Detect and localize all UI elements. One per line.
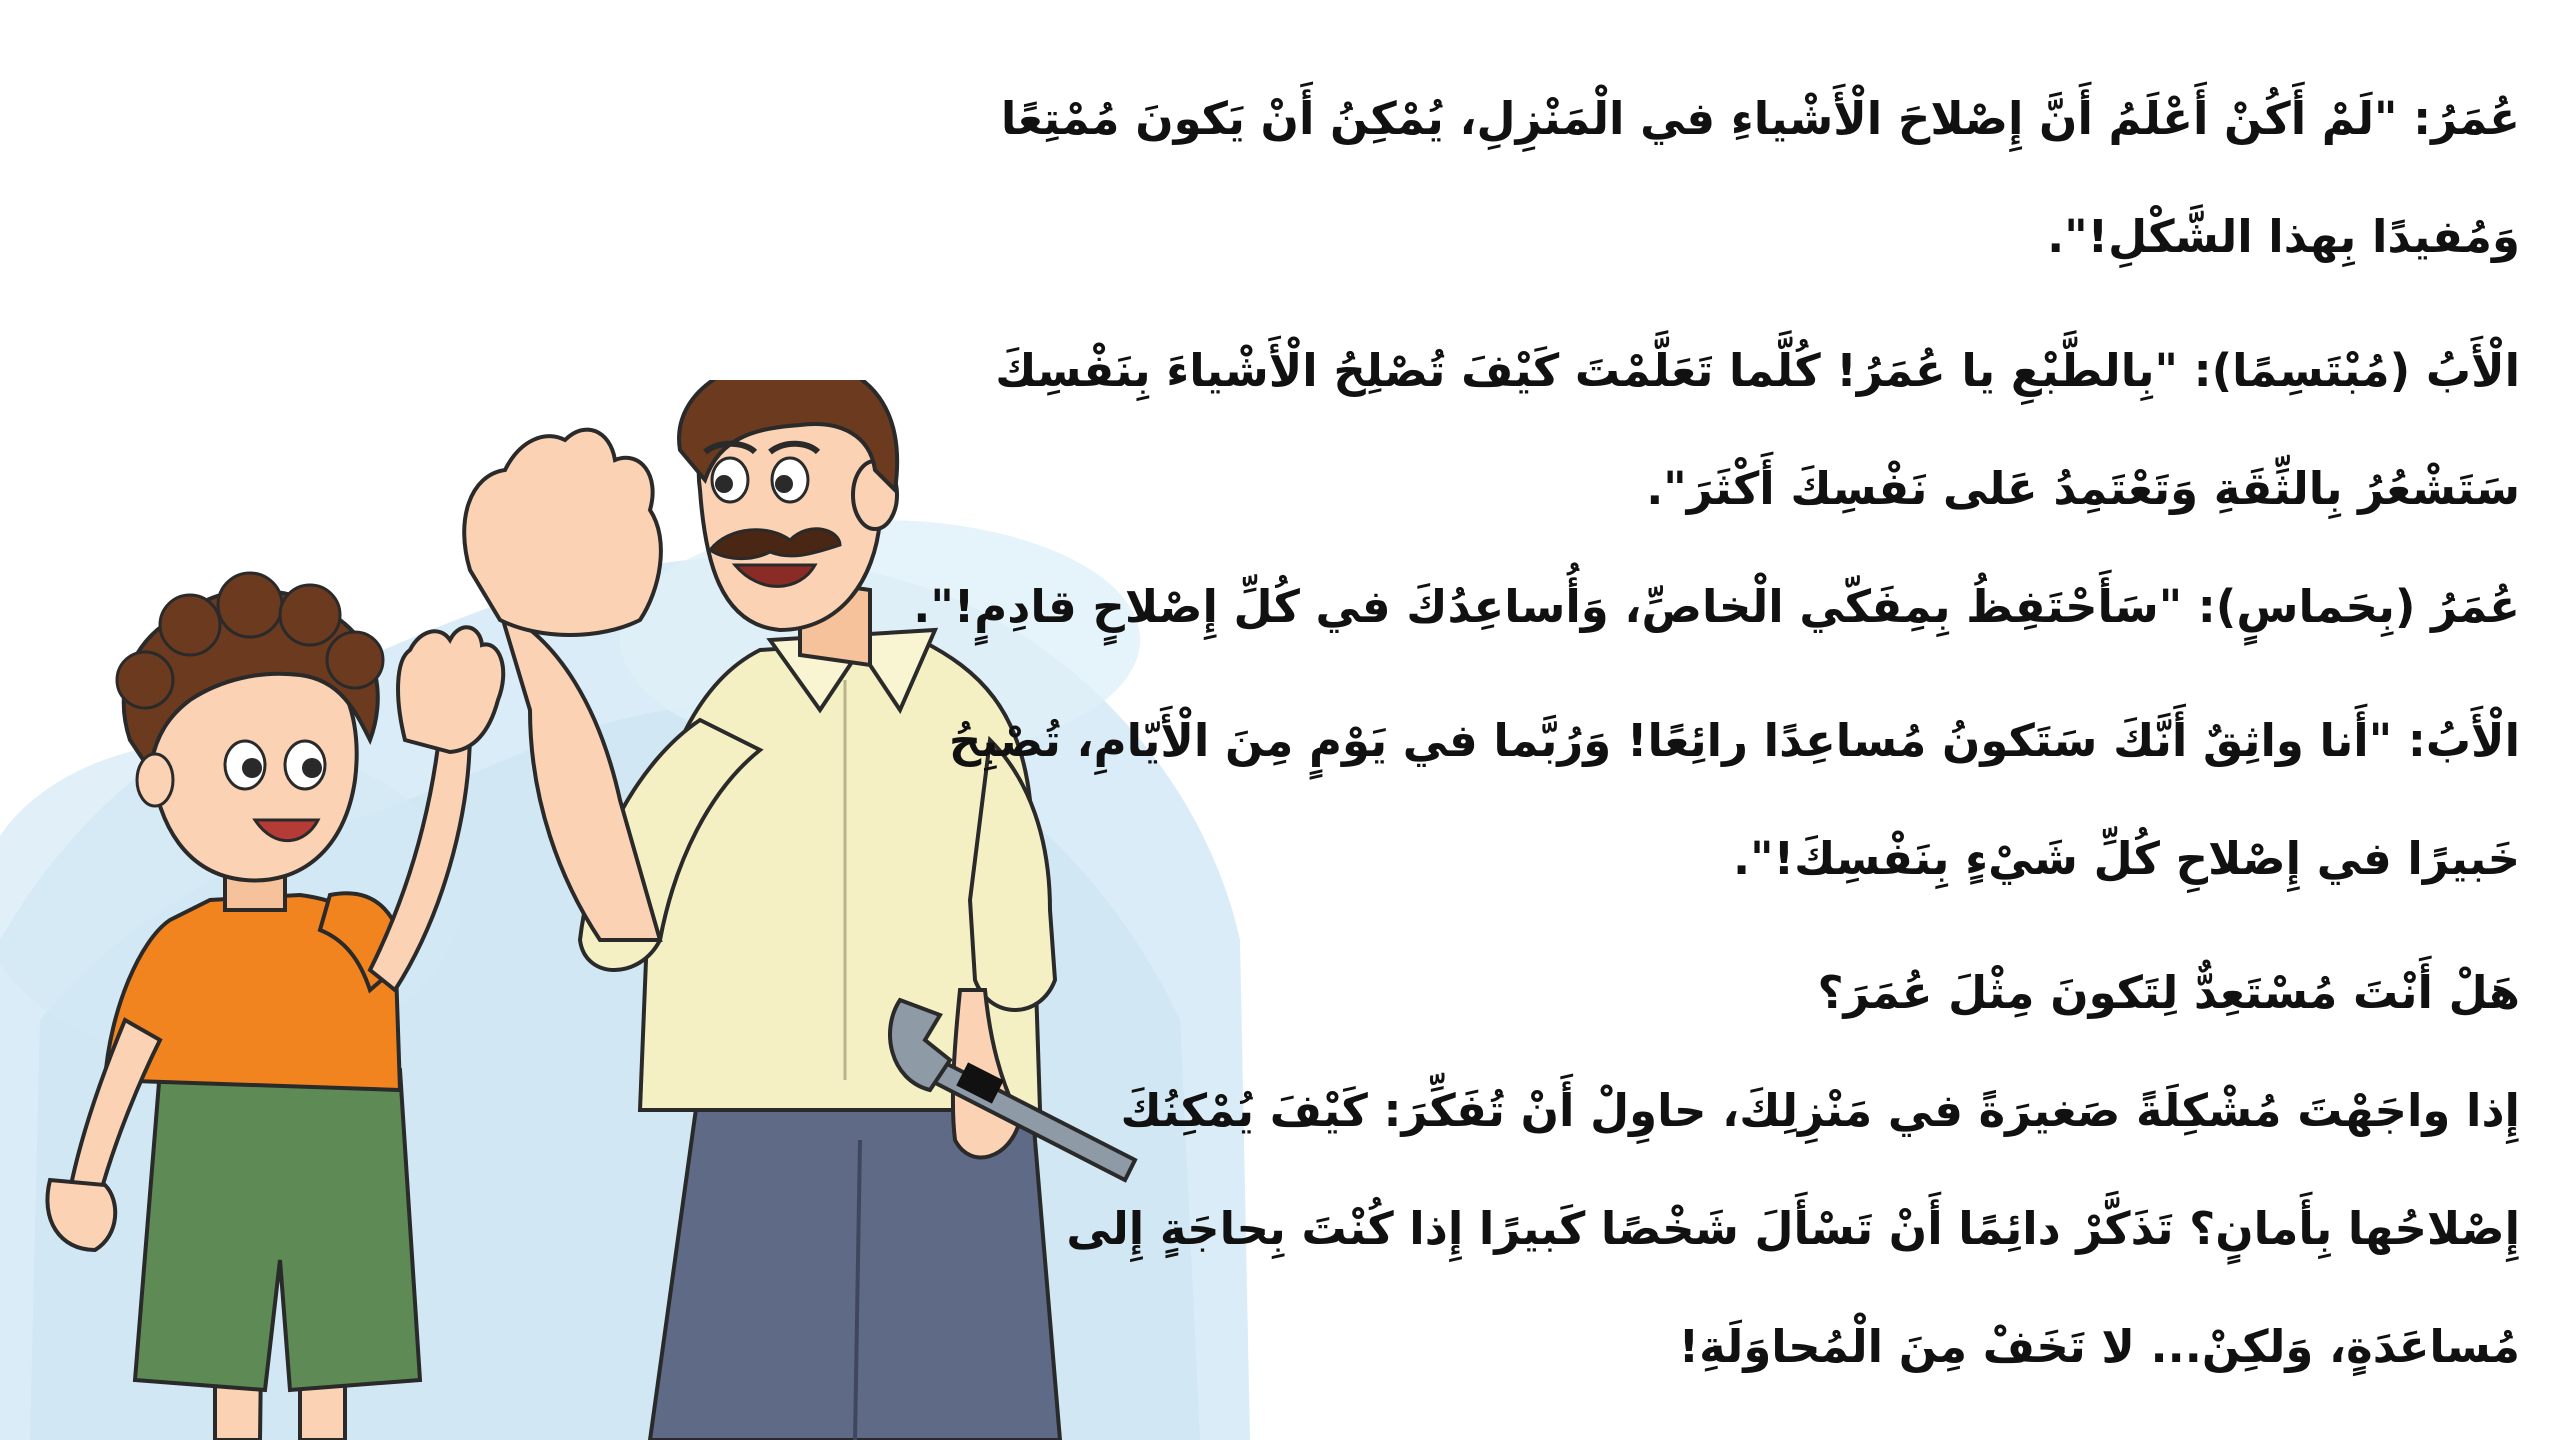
story-line: عُمَرُ: "لَمْ أَكُنْ أَعْلَمُ أَنَّ إِصْلاحَ الْأَشْياءِ في الْمَنْزِلِ، يُمْكِنُ أَنْ يَكونَ مُمْتِعًا [1000, 92, 2520, 145]
story-line: مُساعَدَةٍ، وَلكِنْ... لا تَخَفْ مِنَ الْمُحاوَلَةِ! [1678, 1320, 2520, 1373]
story-line: الْأَبُ (مُبْتَسِمًا): "بِالطَّبْعِ يا عُمَرُ! كُلَّما تَعَلَّمْتَ كَيْفَ تُصْلِحُ الْأَشْياءَ بِنَفْسِكَ [995, 344, 2520, 397]
story-line: عُمَرُ (بِحَماسٍ): "سَأَحْتَفِظُ بِمِفَكّي الْخاصِّ، وَأُساعِدُكَ في كُلِّ إِصْلاحٍ قادِمٍ!". [913, 580, 2520, 633]
story-line: إِصْلاحُها بِأَمانٍ؟ تَذَكَّرْ دائِمًا أَنْ تَسْأَلَ شَخْصًا كَبيرًا إِذا كُنْتَ بِحاجَةٍ إِلى [1066, 1202, 2520, 1255]
story-line: الْأَبُ: "أَنا واثِقٌ أَنَّكَ سَتَكونُ مُساعِدًا رائِعًا! وَرُبَّما في يَوْمٍ مِنَ الْأَيّامِ، تُصْبِحُ [948, 714, 2520, 767]
story-line: خَبيرًا في إِصْلاحِ كُلِّ شَيْءٍ بِنَفْسِكَ!". [1733, 832, 2520, 885]
story-line: وَمُفيدًا بِهذا الشَّكْلِ!". [2047, 210, 2520, 263]
story-line: سَتَشْعُرُ بِالثِّقَةِ وَتَعْتَمِدُ عَلى نَفْسِكَ أَكْثَرَ". [1646, 462, 2520, 515]
illustration-svg [0, 380, 1250, 1440]
story-text [913, 60, 2520, 1406]
story-line: إِذا واجَهْتَ مُشْكِلَةً صَغيرَةً في مَنْزِلِكَ، حاوِلْ أَنْ تُفَكِّرَ: كَيْفَ يُمْكِنُكَ [1120, 1084, 2520, 1137]
father-son-high-five-illustration [0, 380, 1250, 1440]
story-question: هَلْ أَنْتَ مُسْتَعِدٌّ لِتَكونَ مِثْلَ عُمَرَ؟ [1817, 966, 2520, 1019]
